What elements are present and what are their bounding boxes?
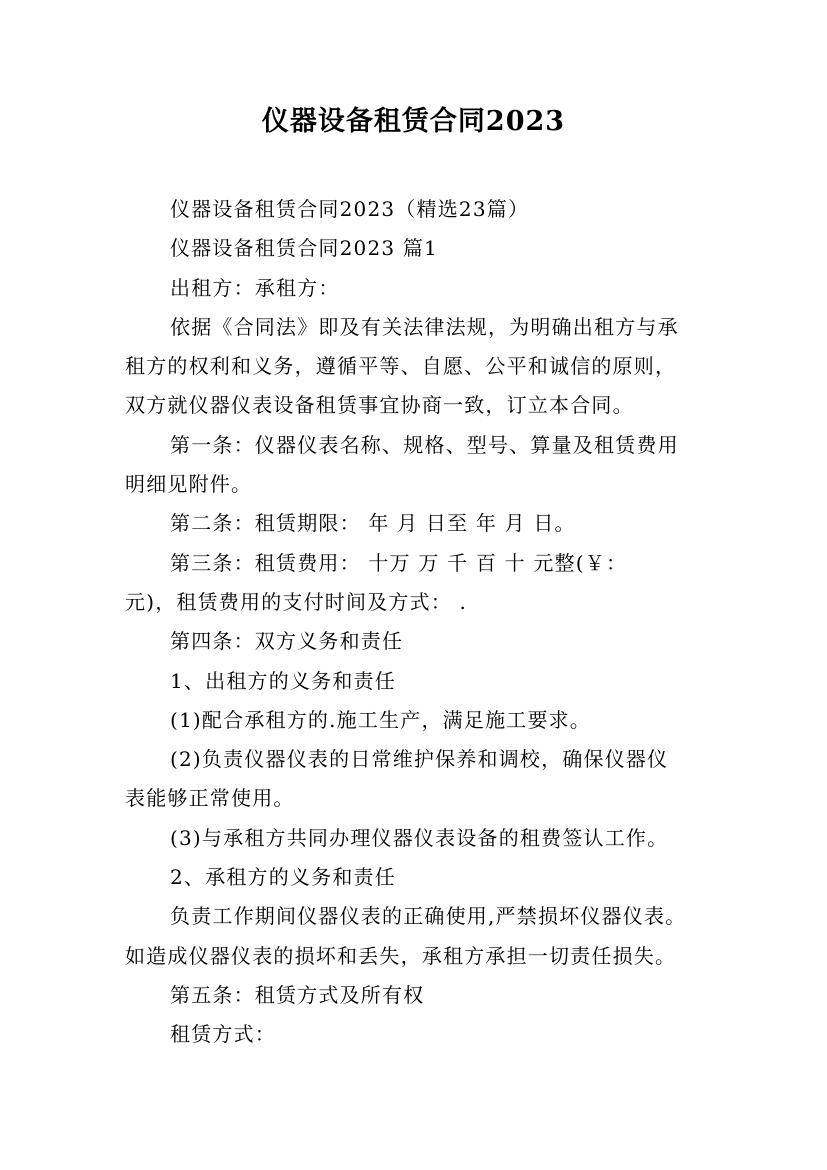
paragraph-clause-3 [125, 544, 715, 623]
paragraph-lease-method [125, 1015, 715, 1054]
text-line: 表能够正常使用。 [125, 786, 295, 811]
paragraph-clause-2 [125, 504, 715, 543]
text-line: 第一条：仪器仪表名称、规格、型号、算量及租赁费用 [170, 432, 679, 457]
paragraph-clause-4 [125, 622, 715, 661]
paragraph-clause-5 [125, 976, 715, 1015]
paragraph-lessee-duties [125, 858, 715, 897]
paragraph-lessor-duty-2 [125, 740, 715, 819]
text-line: (3)与承租方共同办理仪器仪表设备的租费签认工作。 [170, 825, 669, 850]
document-body [125, 190, 715, 1055]
text-line: 双方就仪器仪表设备租赁事宜协商一致，订立本合同。 [125, 393, 634, 418]
text-line: (2)负责仪器仪表的日常维护保养和调校，确保仪器仪 [170, 747, 669, 772]
text-line: 如造成仪器仪表的损坏和丢失，承租方承担一切责任损失。 [125, 943, 677, 968]
text-line: 1、出租方的义务和责任 [170, 668, 396, 693]
paragraph-lessor-duties [125, 662, 715, 701]
text-line: 出租方：承租方： [170, 275, 340, 300]
text-line: 第三条：租赁费用： 十万 万 千 百 十 元整(￥： [170, 550, 628, 575]
paragraph-preamble [125, 308, 715, 426]
paragraph-clause-1 [125, 426, 715, 505]
text-line: 租方的权利和义务，遵循平等、自愿、公平和诚信的原则， [125, 354, 677, 379]
text-line: 2、承租方的义务和责任 [170, 865, 396, 890]
document-title: 仪器设备租赁合同2023 [261, 106, 566, 137]
text-line: 元)，租赁费用的支付时间及方式： . [125, 589, 468, 614]
text-line: 租赁方式： [170, 1022, 276, 1047]
text-line: 负责工作期间仪器仪表的正确使用,严禁损坏仪器仪表。 [170, 904, 687, 929]
paragraph-lessor-duty-1 [125, 701, 715, 740]
text-line: 第二条：租赁期限： 年 月 日至 年 月 日。 [170, 511, 576, 536]
text-line: 仪器设备租赁合同2023（精选23篇） [170, 197, 530, 221]
text-line: 依据《合同法》即及有关法律法规，为明确出租方与承 [170, 314, 679, 339]
paragraph-lessee-duty-text [125, 897, 715, 976]
paragraph-subtitle [125, 190, 715, 229]
text-line: 第四条：双方义务和责任 [170, 629, 404, 654]
text-line: 明细见附件。 [125, 472, 253, 497]
paragraph-article-heading [125, 229, 715, 268]
paragraph-lessor-duty-3 [125, 819, 715, 858]
paragraph-parties [125, 269, 715, 308]
text-line: (1)配合承租方的.施工生产，满足施工要求。 [170, 707, 592, 732]
text-line: 仪器设备租赁合同2023 篇1 [170, 236, 438, 261]
text-line: 第五条：租赁方式及所有权 [170, 982, 425, 1007]
